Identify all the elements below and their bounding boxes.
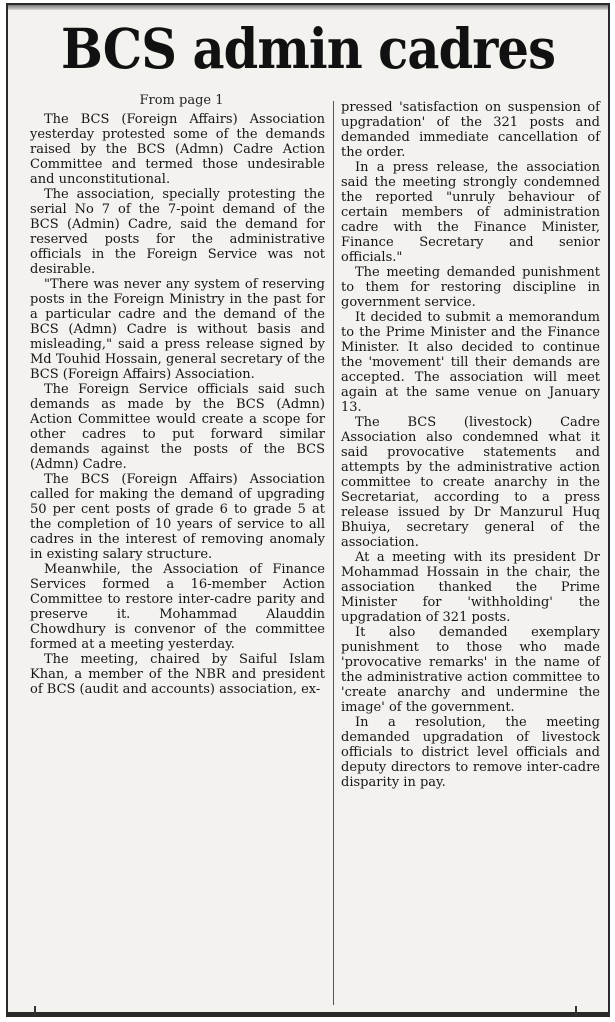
paragraph: Meanwhile, the Association of Finance Services formed a 16-member Action Committee to restore inter-cadre parity and preserve it. Mohammad Alauddin Chowdhury is convenor of the committee formed at a meeting yesterday. — [30, 562, 325, 652]
column-divider — [333, 101, 334, 1005]
article-column-1 — [30, 93, 325, 697]
dateline: From page 1 — [139, 93, 224, 108]
paragraph: In a resolution, the meeting demanded upgradation of livestock officials to district level officials and deputy directors to remove inter-cadre disparity in pay. — [341, 715, 600, 790]
paragraph: In a press release, the association said the meeting strongly condemned the reported "unruly behaviour of certain members of administration cadre with the Finance Minister, Finance Secretary and senior officials." — [341, 160, 600, 265]
top-torn-edge — [8, 5, 608, 10]
paragraph: The BCS (livestock) Cadre Association also condemned what it said provocative statements and attempts by the administrative action committee to create anarchy in the Secretariat, according to a press release issued by Dr Manzurul Huq Bhuiya, secretary general of the association. — [341, 415, 600, 550]
paragraph: The association, specially protesting the serial No 7 of the 7-point demand of the BCS (Admin) Cadre, said the demand for reserved posts for the administrative officials in the Foreign Service was not desirable. — [30, 187, 325, 277]
paragraph: The meeting demanded punishment to them for restoring discipline in government service. — [341, 265, 600, 310]
paragraph: The BCS (Foreign Affairs) Association called for making the demand of upgrading 50 per cent posts of grade 6 to grade 5 at the completion of 10 years of service to all cadres in the interest of removing anomaly in existing salary structure. — [30, 472, 325, 562]
crop-mark — [575, 1006, 577, 1015]
headline: BCS admin cadres — [60, 16, 556, 81]
paragraph: At a meeting with its president Dr Mohammad Hossain in the chair, the association thanked the Prime Minister for 'withholding' the upgradation of 321 posts. — [341, 550, 600, 625]
paragraph: "There was never any system of reserving posts in the Foreign Ministry in the past for a particular cadre and the demand of the BCS (Admn) Cadre is without basis and misleading," said a press release signed by Md Touhid Hossain, general secretary of the BCS (Foreign Affairs) Association. — [30, 277, 325, 382]
paragraph: The Foreign Service officials said such demands as made by the BCS (Admn) Action Committee would create a scope for other cadres to put forward similar demands against the posts of the BCS (Admn) Cadre. — [30, 382, 325, 472]
bottom-rule — [8, 1012, 608, 1015]
crop-mark — [34, 1006, 36, 1015]
paragraph: The BCS (Foreign Affairs) Association yesterday protested some of the demands raised by the BCS (Admn) Cadre Action Committee and termed those undesirable and unconstitutional. — [30, 112, 325, 187]
paragraph: pressed 'satisfaction on suspension of upgradation' of the 321 posts and demanded immediate cancellation of the order. — [341, 100, 600, 160]
paragraph: It decided to submit a memorandum to the Prime Minister and the Finance Minister. It also decided to continue the 'movement' till their demands are accepted. The association will meet again at the same venue on January 13. — [341, 310, 600, 415]
paragraph: The meeting, chaired by Saiful Islam Khan, a member of the NBR and president of BCS (audit and accounts) association, ex- — [30, 652, 325, 697]
article-column-2 — [341, 100, 600, 790]
paragraph: It also demanded exemplary punishment to those who made 'provocative remarks' in the name of the administrative action committee to 'create anarchy and undermine the image' of the government. — [341, 625, 600, 715]
newspaper-clipping — [6, 3, 610, 1017]
